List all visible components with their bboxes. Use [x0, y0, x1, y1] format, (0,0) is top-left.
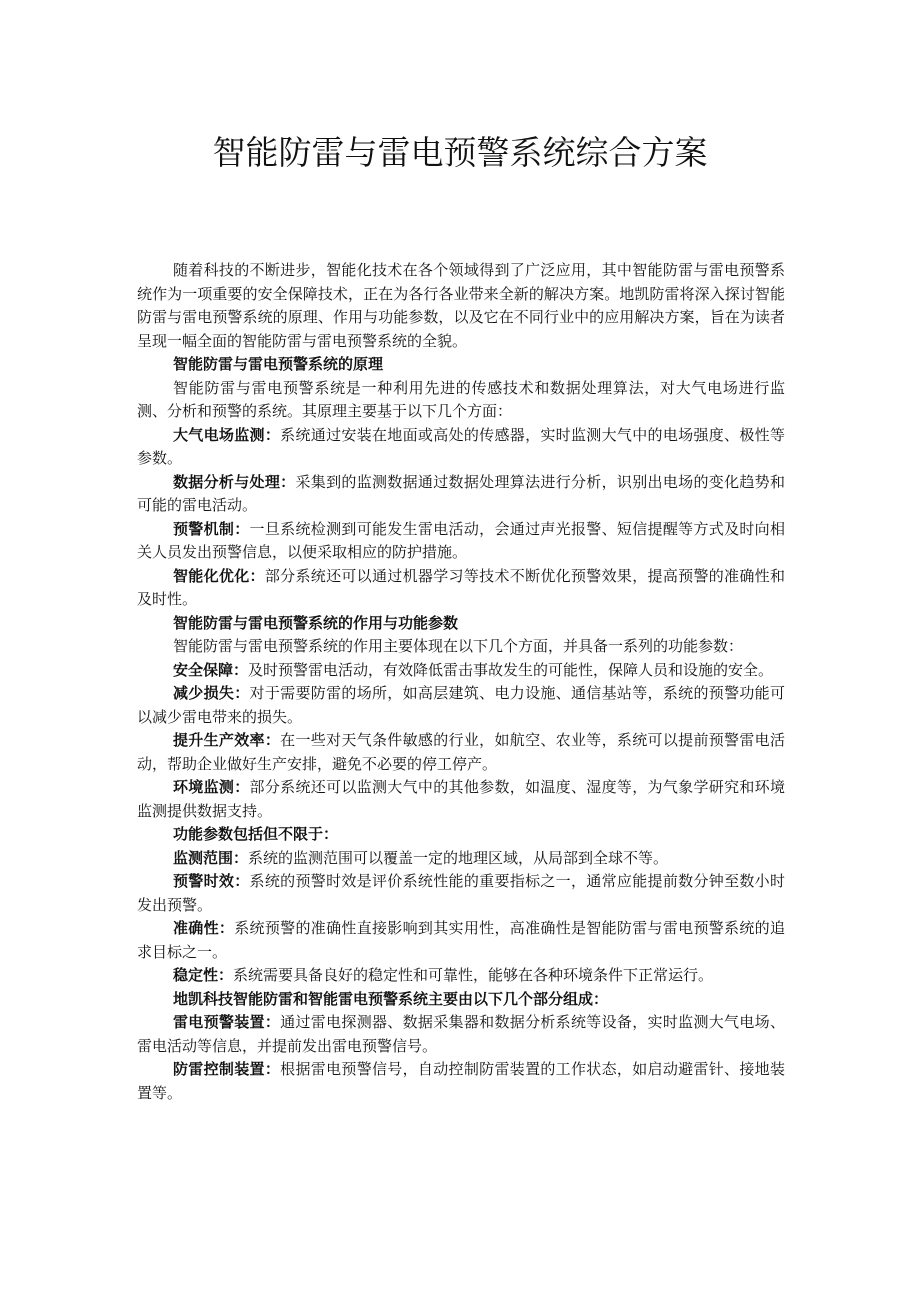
item-text: 对于需要防雷的场所，如高层建筑、电力设施、通信基站等，系统的预警功能可以减少雷电带来的损失。	[137, 684, 785, 726]
item-label: 准确性：	[173, 919, 235, 937]
principle-item	[137, 424, 785, 471]
principle-item	[137, 565, 785, 612]
item-label: 稳定性：	[173, 966, 234, 984]
function-item	[137, 659, 785, 683]
document-title: 智能防雷与雷电预警系统综合方案	[212, 133, 708, 172]
component-item	[137, 1011, 785, 1058]
item-text: 采集到的监测数据通过数据处理算法进行分析，识别出电场的变化趋势和可能的雷电活动。	[137, 472, 785, 514]
item-label: 智能化优化：	[173, 566, 265, 585]
item-label: 大气电场监测：	[173, 425, 281, 444]
item-text: 根据雷电预警信号，自动控制防雷装置的工作状态，如启动避雷针、接地装置等。	[137, 1060, 785, 1102]
section-heading-functions: 智能防雷与雷电预警系统的作用与功能参数	[173, 613, 459, 632]
item-label: 雷电预警装置：	[173, 1013, 281, 1031]
item-text: 一旦系统检测到可能发生雷电活动，会通过声光报警、短信提醒等方式及时向相关人员发出预警信息，以便采取相应的防护措施。	[137, 519, 785, 561]
principle-item	[137, 518, 785, 565]
document-body	[137, 259, 785, 1105]
item-label: 安全保障：	[173, 660, 249, 679]
item-label: 监测范围：	[173, 848, 249, 867]
params-heading: 功能参数包括但不限于：	[173, 825, 339, 843]
item-label: 数据分析与处理：	[173, 472, 296, 491]
item-text: 部分系统还可以通过机器学习等技术不断优化预警效果，提高预警的准确性和及时性。	[137, 566, 785, 608]
components-heading: 地凯科技智能防雷和智能雷电预警系统主要由以下几个部分组成：	[173, 989, 609, 1008]
item-text: 部分系统还可以监测大气中的其他参数，如温度、湿度等，为气象学研究和环境监测提供数据支持。	[137, 778, 785, 820]
item-text: 及时预警雷电活动，有效降低雷击事故发生的可能性，保障人员和设施的安全。	[248, 660, 774, 679]
item-label: 防雷控制装置：	[173, 1060, 281, 1078]
principle-item	[137, 471, 785, 518]
item-text: 系统的预警时效是评价系统性能的重要指标之一，通常应能提前数分钟至数小时发出预警。	[137, 872, 785, 914]
item-text: 在一些对天气条件敏感的行业，如航空、农业等，系统可以提前预警雷电活动，帮助企业做好生产安排，避免不必要的停工停产。	[137, 731, 785, 773]
function-item	[137, 776, 785, 823]
item-label: 预警机制：	[173, 519, 250, 538]
item-text: 系统的监测范围可以覆盖一定的地理区域，从局部到全球不等。	[248, 848, 669, 867]
item-text: 通过雷电探测器、数据采集器和数据分析系统等设备，实时监测大气电场、雷电活动等信息，并提前发出雷电预警信号。	[137, 1013, 785, 1055]
section-heading-principle: 智能防雷与雷电预警系统的原理	[173, 355, 384, 373]
item-text: 系统需要具备良好的稳定性和可靠性，能够在各种环境条件下正常运行。	[233, 966, 714, 984]
param-item	[137, 964, 785, 988]
item-label: 减少损失：	[173, 684, 250, 702]
function-item	[137, 682, 785, 729]
param-item	[137, 870, 785, 917]
item-label: 环境监测：	[173, 778, 250, 796]
item-text: 系统通过安装在地面或高处的传感器，实时监测大气中的电场强度、极性等参数。	[137, 425, 785, 467]
item-label: 提升生产效率：	[173, 731, 281, 749]
section-lead-functions: 智能防雷与雷电预警系统的作用主要体现在以下几个方面，并具备一系列的功能参数：	[173, 637, 744, 655]
component-item	[137, 1058, 785, 1105]
item-text: 系统预警的准确性直接影响到其实用性，高准确性是智能防雷与雷电预警系统的追求目标之一。	[137, 919, 785, 961]
section-lead-principle: 智能防雷与雷电预警系统是一种利用先进的传感技术和数据处理算法，对大气电场进行监测、分析和预警的系统。其原理主要基于以下几个方面：	[137, 378, 785, 420]
function-item	[137, 729, 785, 776]
param-item	[137, 917, 785, 964]
param-item	[137, 847, 785, 871]
intro-paragraph: 随着科技的不断进步，智能化技术在各个领域得到了广泛应用，其中智能防雷与雷电预警系统作为一项重要的安全保障技术，正在为各行各业带来全新的解决方案。地凯防雷将深入探讨智能防雷与雷电预警系统的原理、作用与功能参数，以及它在不同行业中的应用解决方案，旨在为读者呈现一幅全面的智能防雷与雷电预警系统的全貌。	[137, 261, 785, 350]
item-label: 预警时效：	[173, 872, 250, 890]
